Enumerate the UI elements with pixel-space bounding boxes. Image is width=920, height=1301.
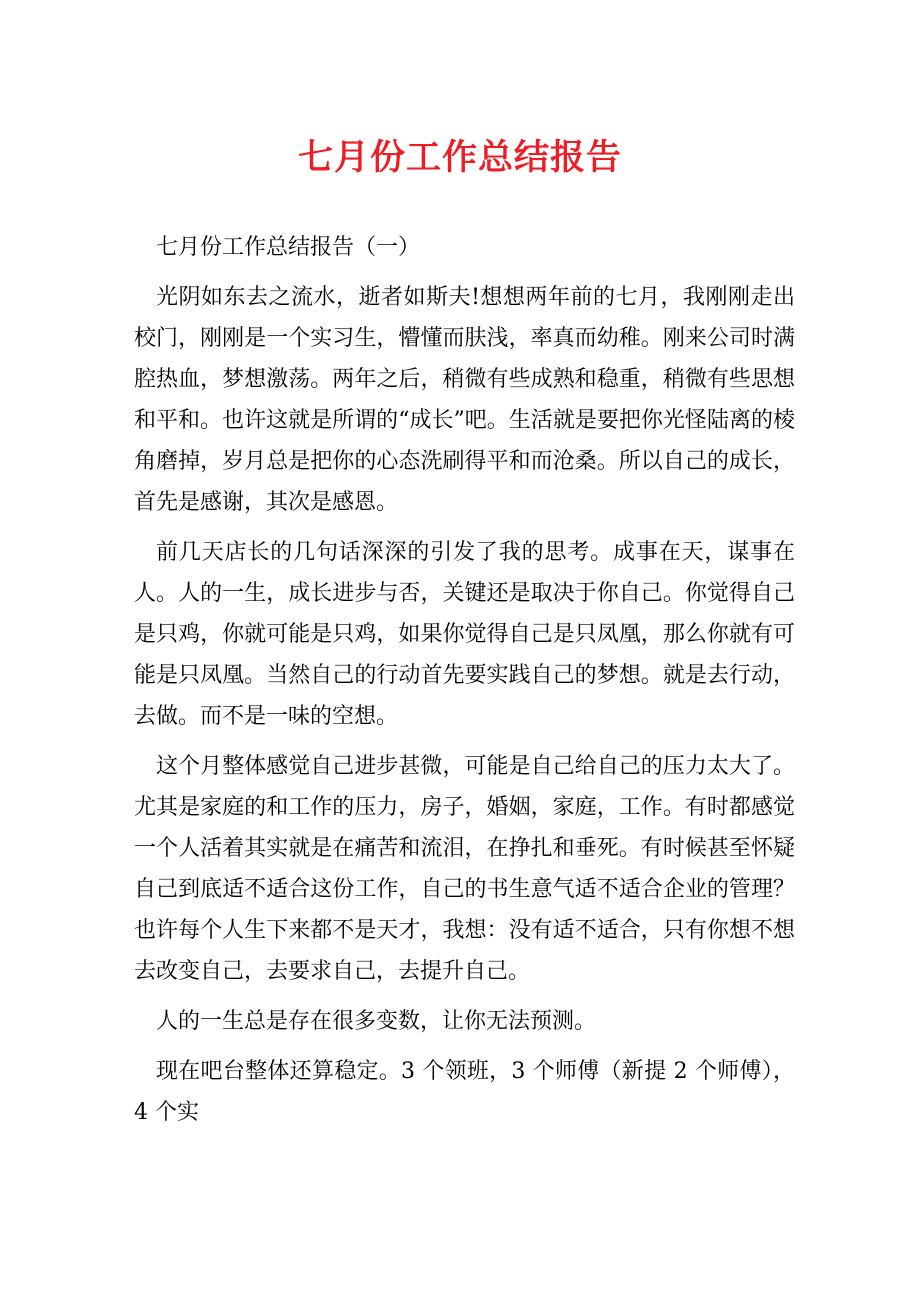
paragraph: 前几天店长的几句话深深的引发了我的思考。成事在天，谋事在人。人的一生，成长进步与否，关键还是取决于你自己。你觉得自己是只鸡，你就可能是只鸡，如果你觉得自己是只凤凰，那么你就有可能是只凤凰。当然自己的行动首先要实践自己的梦想。就是去行动，去做。而不是一味的空想。 [134, 540, 795, 729]
paragraph: 现在吧台整体还算稳定。3 个领班，3 个师傅（新提 2 个师傅），4 个实 [134, 1059, 795, 1125]
document-title: 七月份工作总结报告 [297, 138, 622, 178]
paragraph: 光阴如东去之流水，逝者如斯夫!想想两年前的七月，我刚刚走出校门，刚刚是一个实习生，懵懂而肤浅，率真而幼稚。刚来公司时满腔热血，梦想激荡。两年之后，稍微有些成熟和稳重，稍微有些思想和平和。也许这就是所谓的“成长”吧。生活就是要把你光怪陆离的棱角磨掉，岁月总是把你的心态洗刷得平和而沧桑。所以自己的成长，首先是感谢，其次是感恩。 [134, 285, 795, 515]
paragraph: 这个月整体感觉自己进步甚微，可能是自己给自己的压力太大了。尤其是家庭的和工作的压力，房子，婚姻，家庭，工作。有时都感觉一个人活着其实就是在痛苦和流泪，在挣扎和垂死。有时候甚至怀疑自己到底适不适合这份工作，自己的书生意气适不适合企业的管理？也许每个人生下来都不是天才，我想：没有适不适合，只有你想不想去改变自己，去要求自己，去提升自己。 [134, 754, 795, 984]
document-body [134, 227, 795, 1133]
section-heading: 七月份工作总结报告（一） [156, 235, 421, 260]
paragraph: 人的一生总是存在很多变数，让你无法预测。 [156, 1009, 597, 1034]
